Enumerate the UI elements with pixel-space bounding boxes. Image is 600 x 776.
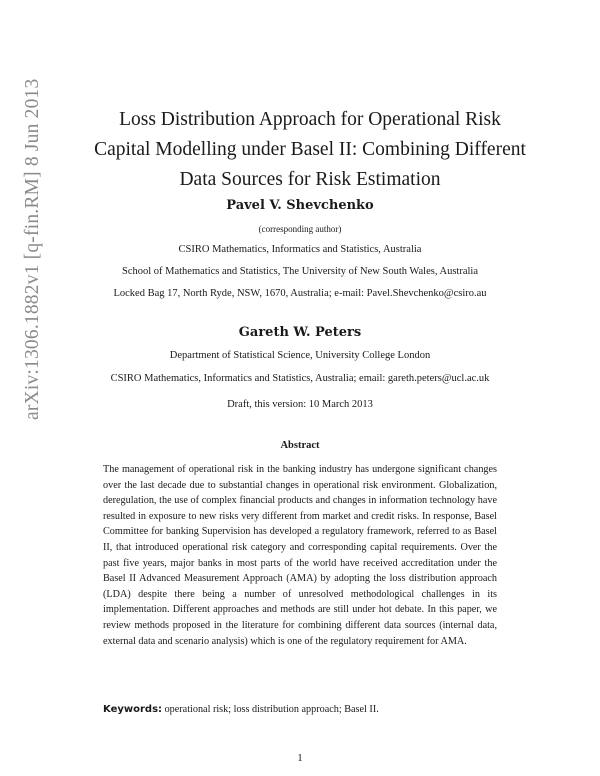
keywords-label: Keywords: bbox=[103, 704, 163, 715]
page-number: 1 bbox=[297, 752, 303, 764]
keywords bbox=[103, 704, 497, 715]
title-line-1: Loss Distribution Approach for Operational Risk bbox=[119, 109, 501, 131]
author-2-affiliation-2: CSIRO Mathematics, Informatics and Statistics, Australia; email: gareth.peters@ucl.ac.uk bbox=[110, 373, 490, 384]
author-1-affiliation-3: Locked Bag 17, North Ryde, NSW, 1670, Australia; e-mail: Pavel.Shevchenko@csiro.au bbox=[113, 288, 487, 299]
author-name-1: Pavel V. Shevchenko bbox=[226, 198, 374, 213]
title-line-2: Capital Modelling under Basel II: Combining Different bbox=[94, 139, 526, 161]
abstract-text: The management of operational risk in the banking industry has undergone significant changes over the last decade due to substantial changes in operational risk environment. Globalization, deregulation, the use of complex financial products and changes in information technology have resulted in exposure to new risks very different from market and credit risks. In response, Basel Committee for banking Supervision has developed a regulatory framework, referred to as Basel II, that introduced operational risk category and corresponding capital requirements. Over the past five years, major banks in most parts of the world have received accreditation under the Basel II Advanced Measurement Approach (AMA) by adopting the loss distribution approach (LDA) despite there being a number of unresolved methodological challenges in its implementation. Different approaches and methods are still under hot debate. In this paper, we review methods proposed in the literature for combining different data sources (internal data, external data and scenario analysis) which is one of the regulatory requirement for AMA. bbox=[103, 464, 497, 647]
draft-date: Draft, this version: 10 March 2013 bbox=[227, 399, 373, 410]
title-line-3: Data Sources for Risk Estimation bbox=[179, 169, 441, 191]
author-2-affiliation-1: Department of Statistical Science, University College London bbox=[169, 350, 431, 361]
author-name-2: Gareth W. Peters bbox=[238, 325, 362, 340]
author-1-affiliation-1: CSIRO Mathematics, Informatics and Statistics, Australia bbox=[178, 244, 422, 255]
keywords-text: operational risk; loss distribution approach; Basel II. bbox=[164, 704, 379, 715]
arxiv-identifier: arXiv:1306.1882v1 [q-fin.RM] 8 Jun 2013 bbox=[22, 78, 43, 420]
corresponding-author-note: (corresponding author) bbox=[258, 224, 342, 234]
paper-title bbox=[60, 105, 560, 195]
author-1-affiliation-2: School of Mathematics and Statistics, The University of New South Wales, Australia bbox=[121, 266, 478, 277]
abstract-heading: Abstract bbox=[280, 440, 320, 451]
